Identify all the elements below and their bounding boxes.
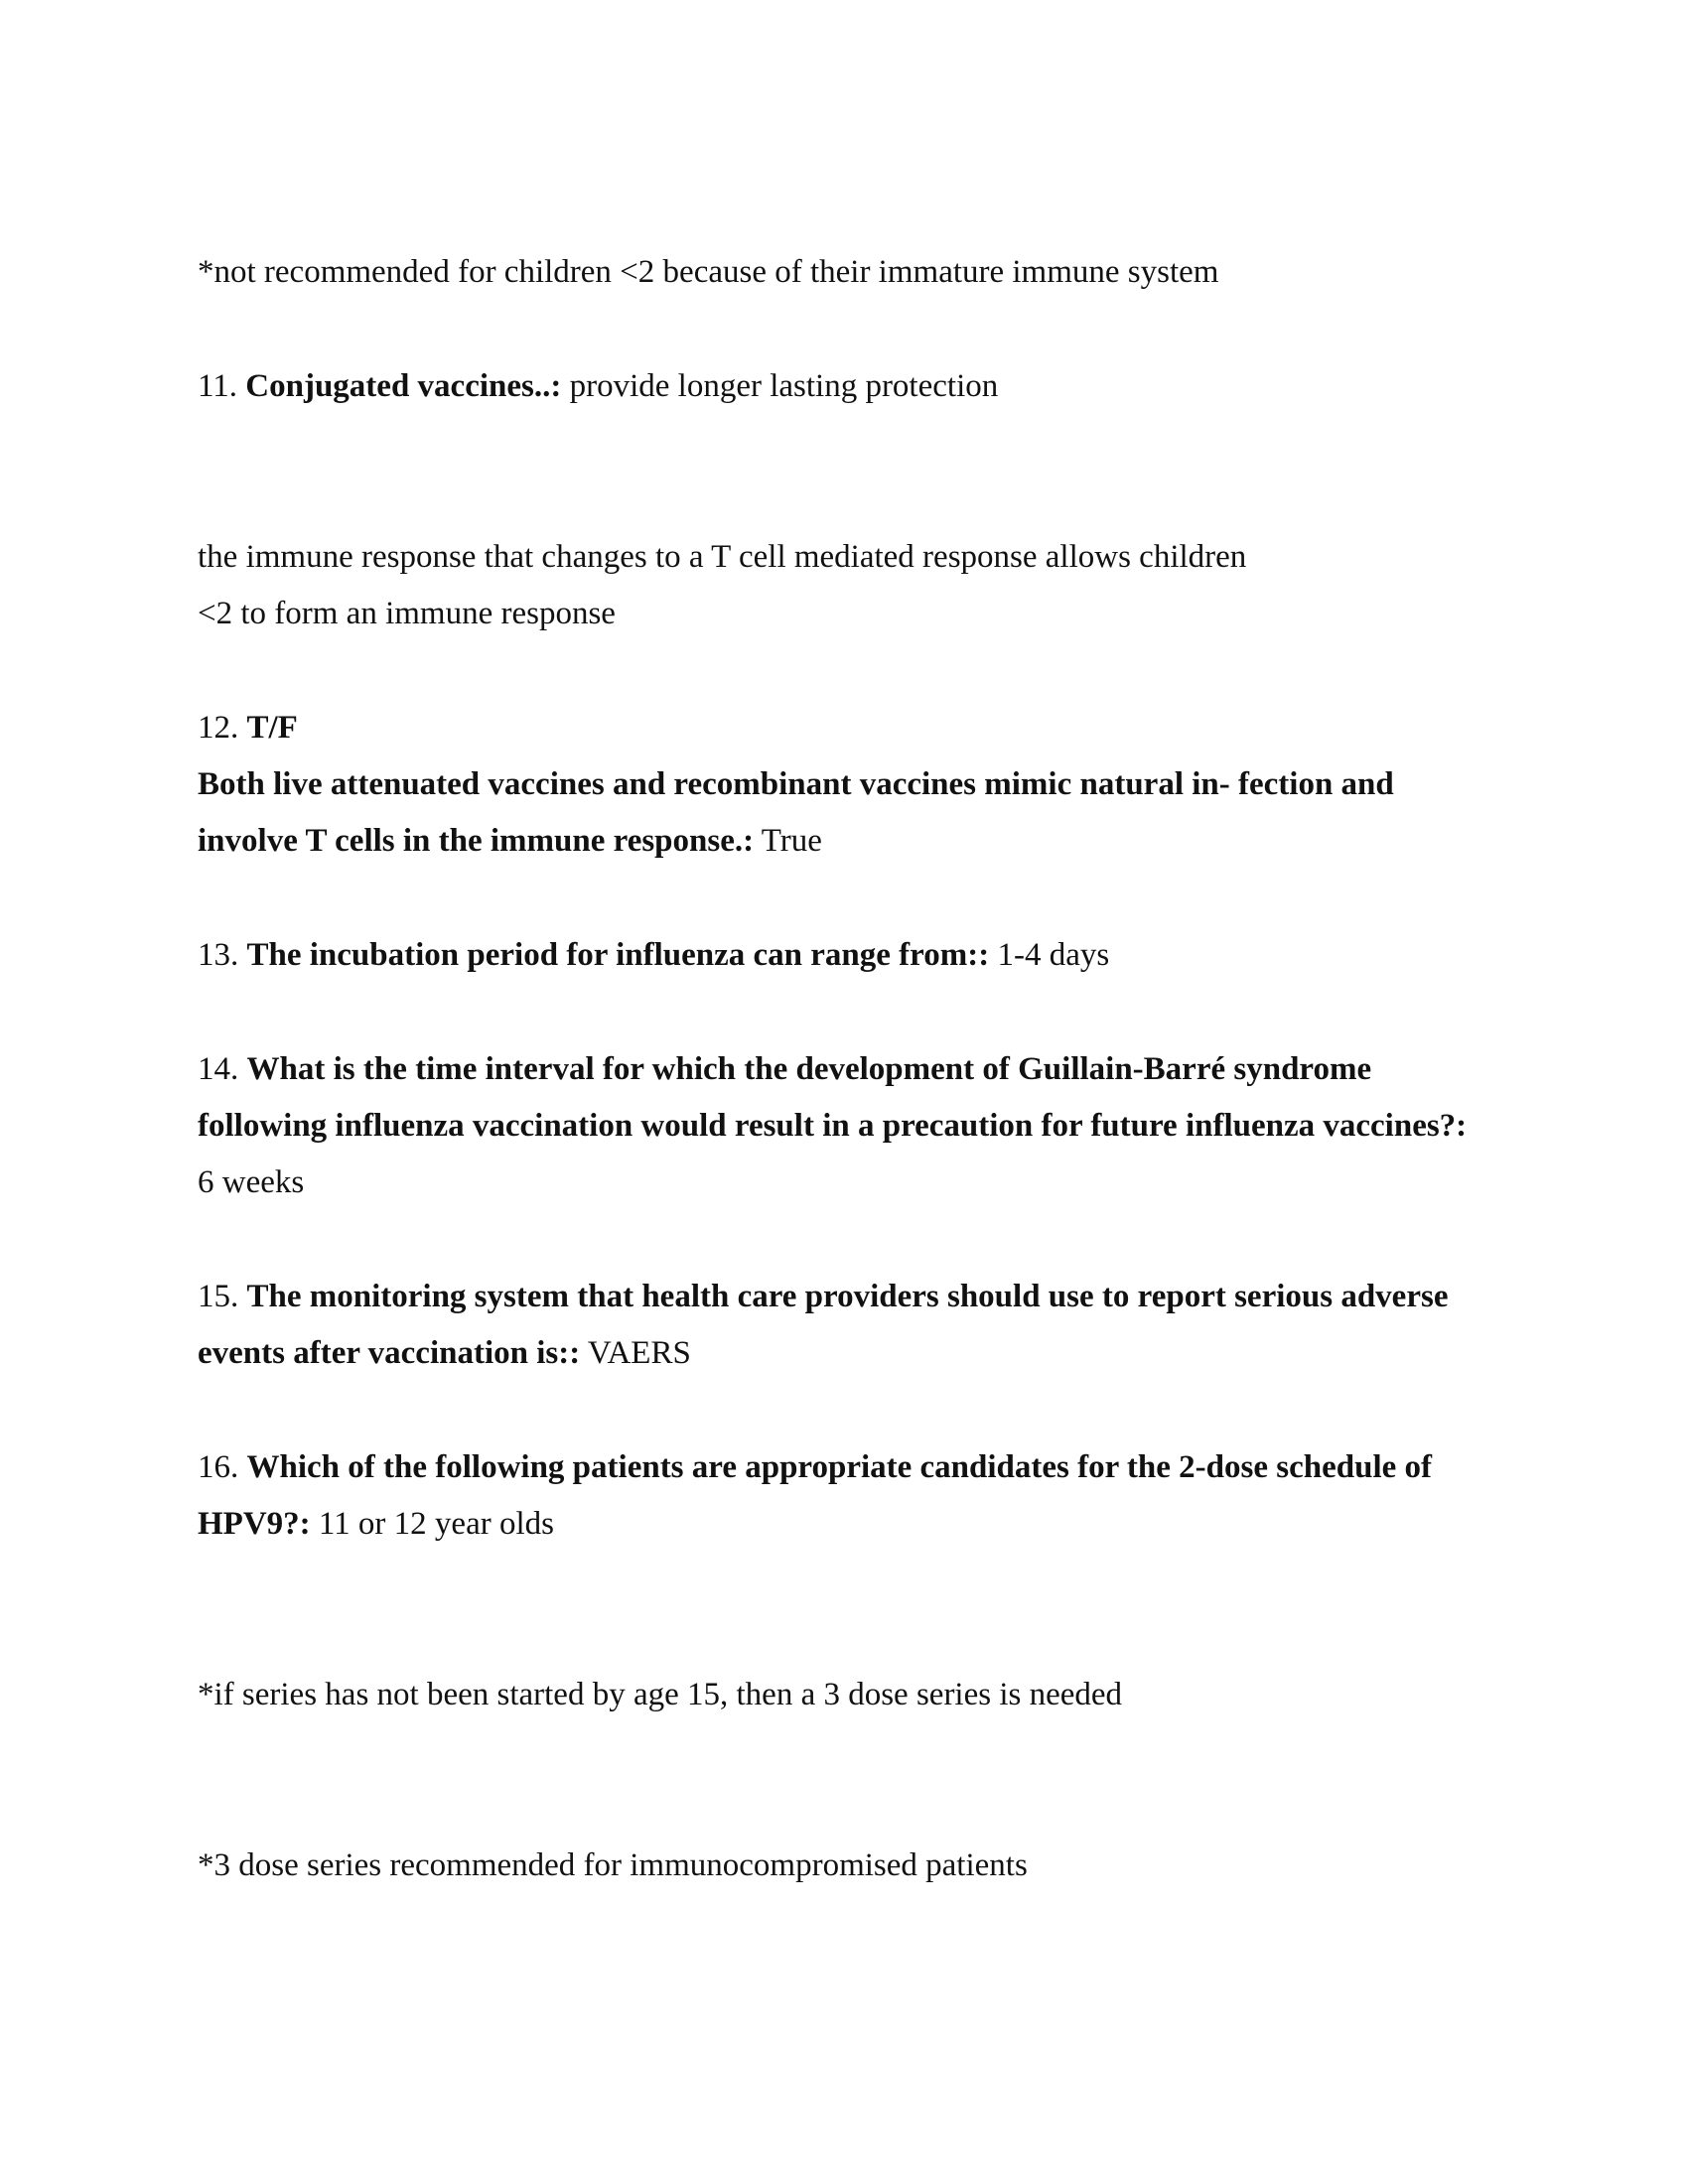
question-15-text: The monitoring system that health care providers should use to report serious adverse	[246, 1279, 1449, 1314]
question-12-line-3: involve T cells in the immune response.: True	[198, 823, 822, 859]
question-12: 12. T/F	[198, 710, 298, 746]
question-12-label: T/F	[246, 710, 298, 746]
note-immunocompromised: *3 dose series recommended for immunocompromised patients	[198, 1847, 1028, 1883]
question-15: 15. The monitoring system that health care providers should use to report serious adverse	[198, 1279, 1449, 1314]
explanation-line-1: the immune response that changes to a T cell mediated response allows children	[198, 539, 1247, 575]
answer-16: 11 or 12 year olds	[318, 1506, 554, 1542]
question-11-text: Conjugated vaccines..:	[245, 368, 562, 404]
question-14-text: What is the time interval for which the development of Guillain-Barré syndrome	[246, 1051, 1372, 1087]
note-series-age-15: *if series has not been started by age 15, then a 3 dose series is needed	[198, 1677, 1123, 1712]
question-14-line-2: following influenza vaccination would result in a precaution for future influenza vaccines?:	[198, 1108, 1468, 1144]
question-14: 14. What is the time interval for which the development of Guillain-Barré syndrome	[198, 1051, 1372, 1087]
question-16-text: Which of the following patients are appropriate candidates for the 2-dose schedule of	[246, 1449, 1432, 1485]
question-13-text: The incubation period for influenza can range from::	[246, 937, 990, 973]
question-12-line-2: Both live attenuated vaccines and recombinant vaccines mimic natural in- fection and	[198, 766, 1394, 802]
answer-12: True	[761, 823, 822, 859]
question-13: 13. The incubation period for influenza can range from:: 1-4 days	[198, 937, 1110, 973]
answer-14: 6 weeks	[198, 1164, 305, 1200]
question-16: 16. Which of the following patients are appropriate candidates for the 2-dose schedule of	[198, 1449, 1432, 1485]
question-15-line-2: events after vaccination is:: VAERS	[198, 1335, 691, 1371]
note-children-under-2: *not recommended for children <2 because of their immature immune system	[198, 254, 1219, 290]
answer-15: VAERS	[587, 1335, 691, 1371]
question-16-line-2: HPV9?: 11 or 12 year olds	[198, 1506, 554, 1542]
explanation-line-2: <2 to form an immune response	[198, 596, 616, 631]
question-11: 11. Conjugated vaccines..: provide longer lasting protection	[198, 368, 999, 404]
answer-11: provide longer lasting protection	[569, 368, 999, 404]
answer-13: 1-4 days	[997, 937, 1110, 973]
